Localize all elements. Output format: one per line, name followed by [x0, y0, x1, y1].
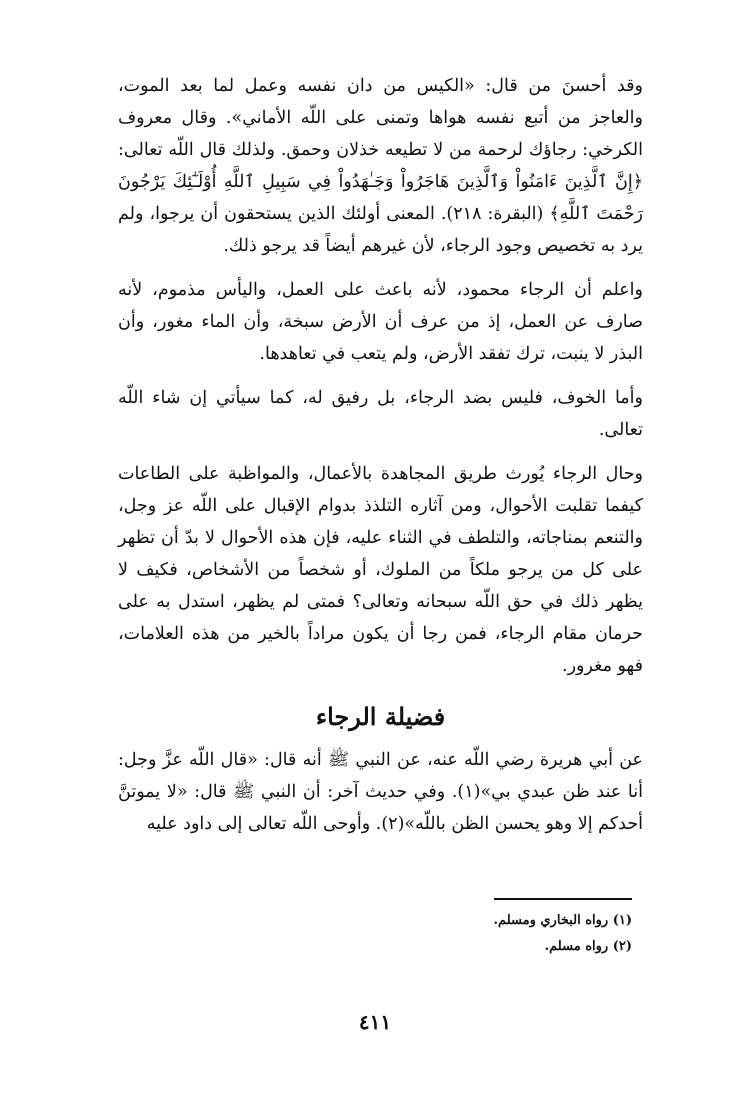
page-body	[118, 70, 643, 840]
footnotes	[232, 908, 632, 960]
paragraph-virtue-of-hope: عن أبي هريرة رضي اللّه عنه، عن النبي ﷺ أنه قال: «قال اللّه عزَّ وجل: أنا عند ظن عبدي بي»(١). وفي حديث آخر: أن النبي ﷺ قال: «لا يموتنَّ أحدكم إلا وهو يحسن الظن باللّه»(٢). وأوحى اللّه تعالى إلى داود عليه	[118, 750, 643, 834]
footnote-divider	[494, 898, 632, 900]
footnote-1: (١) رواه البخاري ومسلم.	[493, 913, 632, 928]
paragraph-fear: وأما الخوف، فليس بضد الرجاء، بل رفيق له، كما سيأتي إن شاء اللّه تعالى.	[118, 388, 643, 440]
paragraph-hope-praised: واعلم أن الرجاء محمود، لأنه باعث على العمل، واليأس مذموم، لأنه صارف عن العمل، إذ من عرف أن الأرض سبخة، وأن الماء مغور، وأن البذر لا ينبت، ترك تفقد الأرض، ولم يتعب في تعاهدها.	[118, 280, 643, 364]
section-title: فضيلة الرجاء	[315, 702, 446, 731]
paragraph-hope-without-deeds: وقد أحسنَ من قال: «الكيس من دان نفسه وعمل لما بعد الموت، والعاجز من أتبع نفسه هواها وتمنى على اللّه الأماني». وقال معروف الكرخي: رجاؤك لرحمة من لا تطيعه خذلان وحمق. ولذلك قال اللّه تعالى: ﴿إِنَّ ٱلَّذِينَ ءَامَنُواْ وَٱلَّذِينَ هَاجَرُواْ وَجَـٰهَدُواْ فِي سَبِيلِ ٱللَّهِ أُوْلَـٰٓئِكَ يَرْجُونَ رَحْمَتَ ٱللَّهِ﴾ (البقرة: ٢١٨). المعنى أولئك الذين يستحقون أن يرجوا، ولم يرد به تخصيص وجود الرجاء، لأن غيرهم أيضاً قد يرجو ذلك.	[118, 76, 643, 256]
footnote-2: (٢) رواه مسلم.	[544, 939, 632, 954]
page-number: ٤١١	[358, 1010, 392, 1034]
paragraph-state-of-hope: وحال الرجاء يُورث طريق المجاهدة بالأعمال، والمواظبة على الطاعات كيفما تقلبت الأحوال، ومن آثاره التلذذ بدوام الإقبال على اللّه عز وجل، والتنعم بمناجاته، والتلطف في الثناء عليه، فإن هذه الأحوال لا بدّ أن تظهر على كل من يرجو ملكاً من الملوك، أو شخصاً من الأشخاص، فكيف لا يظهر ذلك في حق اللّه سبحانه وتعالى؟ فمتى لم يظهر، استدل به على حرمان مقام الرجاء، فمن رجا أن يكون مراداً بالخير من هذه العلامات، فهو مغرور.	[118, 464, 643, 676]
